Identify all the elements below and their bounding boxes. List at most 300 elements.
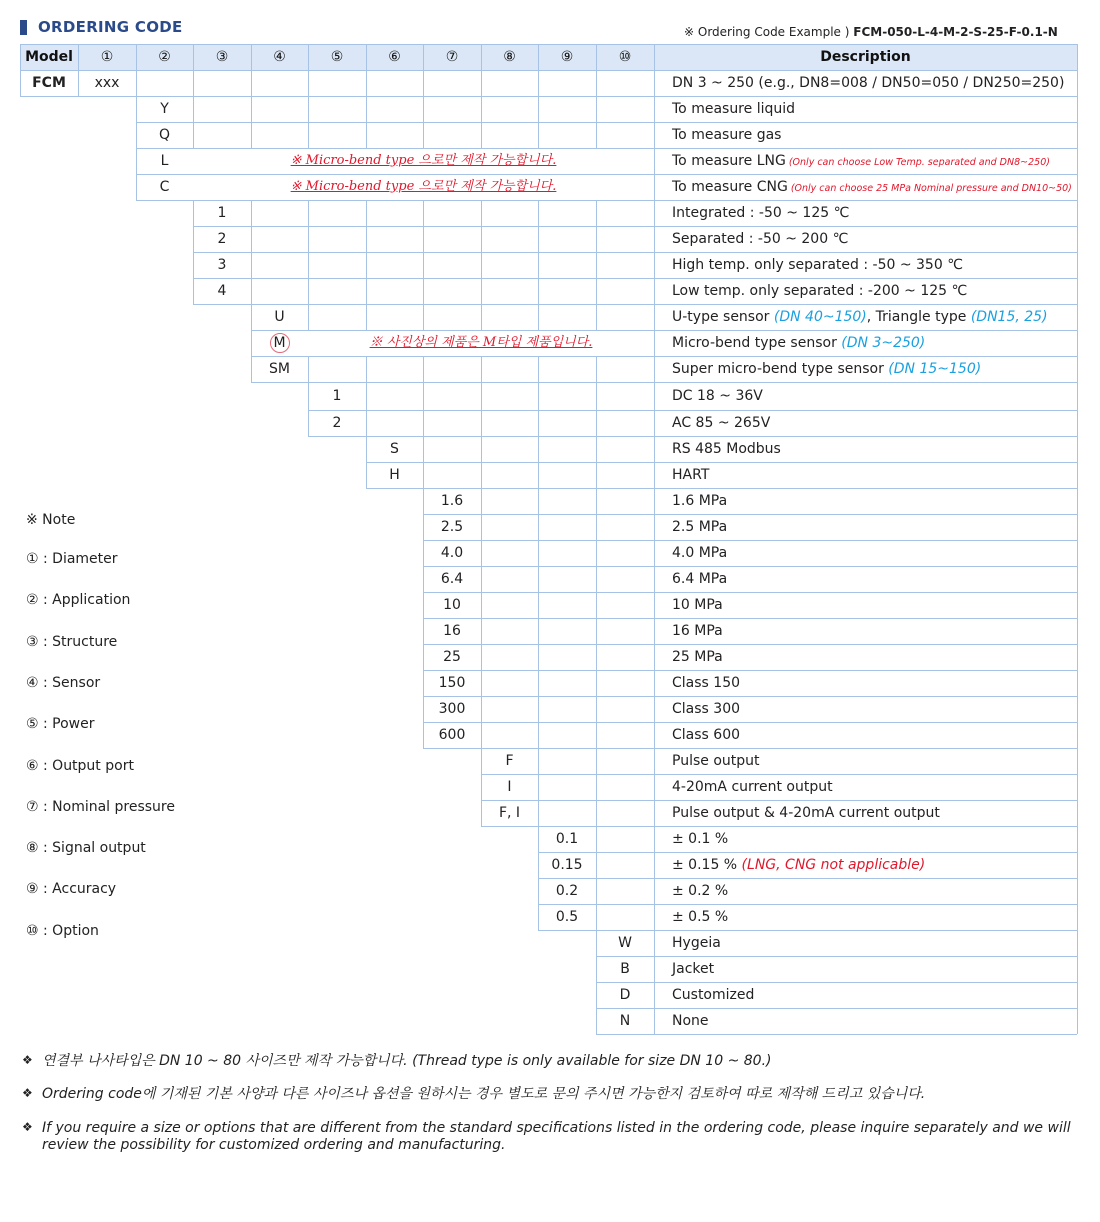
ordering-code-example: [684, 26, 1058, 38]
description-text: ± 0.5 %: [672, 909, 729, 925]
row-col-line: [1077, 696, 1078, 722]
header-col-1: ①: [100, 49, 114, 65]
description-text: 4-20mA current output: [672, 779, 833, 795]
section-marker: [20, 20, 27, 35]
row-description: [672, 442, 781, 456]
row-col-line: [654, 566, 655, 592]
row-col-line: [538, 696, 539, 722]
row-col-line: [308, 226, 309, 252]
row-col-line: [481, 122, 482, 148]
row-description: [672, 624, 723, 638]
row-code: 1.6: [440, 493, 464, 509]
note-item: ⑧ : Signal output: [26, 840, 146, 857]
row-code: Y: [160, 101, 169, 117]
row-code: 25: [443, 649, 461, 665]
row-col-line: [366, 304, 367, 330]
row-col-line: [481, 644, 482, 670]
row-col-line: [1077, 382, 1078, 410]
row-description: [672, 598, 723, 612]
row-line: [481, 800, 1077, 801]
row-col-line: [423, 356, 424, 382]
row-col-line: [1077, 174, 1078, 200]
description-text: 4.0 MPa: [672, 545, 728, 561]
row-col-line: [308, 356, 309, 382]
row-col-line: [654, 70, 655, 96]
row-col-line: [538, 252, 539, 278]
row-col-line: [251, 70, 252, 96]
row-col-line: [481, 252, 482, 278]
row-description: [672, 884, 728, 898]
row-col-line: [654, 488, 655, 514]
row-col-line: [1077, 800, 1078, 826]
row-code: L: [160, 153, 169, 169]
row-code: H: [389, 467, 400, 483]
row-note: ※ Micro-bend type 으로만 제작 가능합니다.: [290, 179, 557, 194]
header-col-line: [1077, 44, 1078, 70]
row-code: 2: [217, 231, 227, 247]
row-line: [423, 644, 1077, 645]
description-text: 10 MPa: [672, 597, 723, 613]
description-text: Low temp. only separated : -200 ~ 125 ℃: [672, 283, 968, 299]
row-line: [538, 904, 1077, 905]
note-item: ⑦ : Nominal pressure: [26, 798, 175, 815]
row-description: [672, 702, 740, 716]
row-description: [672, 389, 763, 403]
row-col-line: [1077, 670, 1078, 696]
row-code: 1: [217, 205, 227, 221]
row-col-line: [596, 774, 597, 800]
description-text: ± 0.1 %: [672, 831, 729, 847]
row-line: [20, 96, 1077, 97]
row-line: [423, 592, 1077, 593]
row-col-line: [423, 70, 424, 96]
row-col-line: [423, 122, 424, 148]
description-range: (DN 40~150): [769, 309, 867, 325]
note-item: ④ : Sensor: [26, 674, 101, 691]
row-description: [672, 780, 833, 794]
row-col-line: [308, 252, 309, 278]
description-text: DN 3 ~ 250 (e.g., DN8=008 / DN50=050 / DN250=250): [672, 75, 1065, 91]
row-line: [251, 356, 1077, 357]
row-col-line: [308, 96, 309, 122]
header-bottom-line: [20, 70, 1077, 71]
row-col-line: [1077, 852, 1078, 878]
row-col-line: [1077, 200, 1078, 226]
row-col-line: [596, 252, 597, 278]
row-description: [672, 832, 728, 846]
row-col-line: [423, 278, 424, 304]
row-col-line: [1077, 70, 1078, 96]
description-range: (DN 3~250): [836, 335, 926, 351]
footnote-bullet-icon: ❖: [22, 1120, 33, 1134]
row-line: [193, 304, 1077, 305]
row-description: [672, 546, 727, 560]
header-col-2: ②: [158, 49, 171, 65]
row-col-line: [538, 774, 539, 800]
row-line: [136, 200, 1077, 201]
row-col-line: [654, 930, 655, 956]
description-note-red: (LNG, CNG not applicable): [737, 857, 926, 873]
row-col-line: [538, 122, 539, 148]
row-code: 4.0: [440, 545, 464, 561]
row-col-line: [654, 826, 655, 852]
row-col-line: [538, 488, 539, 514]
row-col-line: [596, 462, 597, 488]
row-col-line: [1077, 462, 1078, 488]
row-col-line: [366, 70, 367, 96]
row-line: [596, 982, 1077, 983]
row-col-line: [481, 200, 482, 226]
row-col-line: [538, 722, 539, 748]
row-col-line: [654, 670, 655, 696]
header-col-7: ⑦: [445, 49, 459, 65]
description-text: HART: [672, 467, 710, 483]
row-description: [672, 154, 1050, 168]
row-col-line: [481, 514, 482, 540]
note-item: ⑨ : Accuracy: [26, 881, 117, 898]
row-note: ※ Micro-bend type 으로만 제작 가능합니다.: [290, 153, 557, 168]
row-line: [423, 670, 1077, 671]
footnote-text: If you require a size or options that are different from the standard specifications listed in the ordering code, please inquire separately and we will: [42, 1120, 1071, 1136]
row-col-line: [538, 436, 539, 462]
row-col-line: [481, 410, 482, 436]
row-col-line: [423, 226, 424, 252]
row-col-line: [538, 800, 539, 826]
footnote-bullet-icon: ❖: [22, 1053, 33, 1067]
description-text: To measure CNG: [672, 179, 788, 195]
row-col-line: [481, 436, 482, 462]
row-col-line: [654, 540, 655, 566]
description-note-red: (Only can choose 25 MPa Nominal pressure and DN10~50): [787, 183, 1072, 194]
row-code: 4: [217, 283, 227, 299]
row-col-line: [538, 96, 539, 122]
row-line: [423, 696, 1077, 697]
row-description: [672, 416, 770, 430]
row-line: [423, 748, 1077, 749]
header-col-3: ③: [215, 49, 229, 65]
row-col-line: [654, 904, 655, 930]
row-col-line: [251, 278, 252, 304]
note-item: ① : Diameter: [26, 551, 118, 567]
row-col-line: [481, 670, 482, 696]
header-col-8: ⑧: [503, 49, 516, 65]
note-title: ※ Note: [26, 512, 76, 528]
row-col-line: [654, 644, 655, 670]
row-col-line: [366, 356, 367, 382]
row-col-line: [538, 540, 539, 566]
row-line: [596, 1008, 1077, 1009]
row-description: [672, 76, 1064, 90]
description-text: 6.4 MPa: [672, 571, 728, 587]
row-code: S: [390, 441, 399, 457]
row-col-line: [251, 200, 252, 226]
row-col-line: [423, 436, 424, 462]
row-col-line: [1077, 436, 1078, 462]
description-text: Pulse output: [672, 753, 760, 769]
row-description: [672, 806, 940, 820]
row-line: [423, 540, 1077, 541]
row-col-line: [366, 200, 367, 226]
row-code: 0.5: [555, 909, 579, 925]
row-col-line: [538, 566, 539, 592]
row-col-line: [308, 304, 309, 330]
header-model: Model: [25, 49, 73, 65]
row-col-line: [654, 592, 655, 618]
row-col-line: [596, 852, 597, 878]
row-description: [672, 572, 727, 586]
row-col-line: [308, 122, 309, 148]
description-note-red: (Only can choose Low Temp. separated and DN8~250): [785, 157, 1050, 168]
section-title: ORDERING CODE: [38, 18, 183, 36]
row-col-line: [538, 410, 539, 436]
description-range: (DN 15~150): [883, 361, 982, 377]
row-col-line: [308, 70, 309, 96]
row-col-line: [423, 252, 424, 278]
row-line: [596, 1034, 1077, 1035]
row-col-line: [481, 70, 482, 96]
note-item: ② : Application: [26, 592, 131, 609]
row-col-line: [538, 592, 539, 618]
row-description: [672, 310, 1048, 324]
row-col-line: [596, 488, 597, 514]
row-col-line: [654, 748, 655, 774]
row-description: [672, 520, 727, 534]
row-col-line: [366, 410, 367, 436]
row-code: F: [505, 753, 514, 769]
row-col-line: [538, 70, 539, 96]
row-col-line: [538, 514, 539, 540]
row-col-line: [251, 226, 252, 252]
row-line: [481, 774, 1077, 775]
row-col-line: [251, 252, 252, 278]
row-col-line: [654, 774, 655, 800]
row-code: N: [619, 1013, 631, 1029]
row-col-line: [596, 514, 597, 540]
row-col-line: [1077, 330, 1078, 356]
row-line: [423, 566, 1077, 567]
row-col-line: [596, 826, 597, 852]
row-col-line: [251, 122, 252, 148]
row-line: [366, 488, 1077, 489]
description-text: Micro-bend type sensor: [672, 335, 837, 351]
row-description: [672, 206, 849, 220]
row-code: 10: [443, 597, 461, 613]
row-col-line: [654, 514, 655, 540]
row-col-line: [193, 70, 194, 96]
row-col-line: [481, 618, 482, 644]
row-code: 0.2: [555, 883, 579, 899]
row-col-line: [538, 382, 539, 410]
row-col-line: [481, 96, 482, 122]
description-text: To measure LNG: [672, 153, 786, 169]
header-col-10: ⑩: [618, 49, 632, 65]
row-col-line: [538, 748, 539, 774]
row-col-line: [596, 566, 597, 592]
row-col-line: [1077, 488, 1078, 514]
row-code: W: [618, 935, 632, 951]
row-line: [193, 252, 1077, 253]
row-code: D: [619, 987, 631, 1003]
row-col-line: [596, 748, 597, 774]
header-col-6: ⑥: [388, 49, 401, 65]
row-col-line: [1077, 304, 1078, 330]
row-col-line: [481, 382, 482, 410]
row-col-line: [538, 304, 539, 330]
row-col-line: [1077, 930, 1078, 956]
row-col-line: [654, 618, 655, 644]
row-description: [672, 676, 740, 690]
description-text: Customized: [672, 987, 755, 1003]
row-col-line: [423, 200, 424, 226]
note-item: ⑤ : Power: [26, 716, 95, 733]
row-col-line: [654, 278, 655, 304]
note-item: ③ : Structure: [26, 633, 118, 650]
row-col-line: [596, 644, 597, 670]
header-top-line: [20, 44, 1077, 45]
row-description: [672, 102, 795, 116]
row-col-line: [654, 800, 655, 826]
footnote-text: Ordering code에 기재된 기본 사양과 다른 사이즈나 옵션을 원하시는 경우 별도로 문의 주시면 가능한지 검토하여 따로 제작해 드리고 있습니다.: [42, 1086, 926, 1102]
row-col-line: [654, 878, 655, 904]
row-description: [672, 858, 925, 872]
row-col-line: [136, 70, 137, 96]
row-col-line: [654, 200, 655, 226]
row-col-line: [596, 878, 597, 904]
row-col-line: [654, 956, 655, 982]
row-col-line: [596, 410, 597, 436]
row-model-code: FCM: [32, 75, 66, 91]
description-text: ± 0.15 %: [672, 857, 738, 873]
row-code: I: [507, 779, 512, 795]
row-col-line: [481, 540, 482, 566]
row-col-line: [654, 696, 655, 722]
row-description: [672, 284, 967, 298]
row-col-line: [538, 200, 539, 226]
header-description: Description: [820, 49, 911, 65]
description-text: U-type sensor: [672, 309, 770, 325]
row-description: [672, 494, 727, 508]
row-col-line: [538, 356, 539, 382]
row-col-line: [538, 618, 539, 644]
row-description: [672, 754, 760, 768]
row-col-line: [596, 540, 597, 566]
row-col-line: [654, 1008, 655, 1034]
row-code: 1: [332, 388, 342, 404]
row-col-line: [1077, 748, 1078, 774]
row-code: SM: [269, 361, 290, 377]
description-text: DC 18 ~ 36V: [672, 388, 763, 404]
row-col-line: [538, 226, 539, 252]
description-text: AC 85 ~ 265V: [672, 415, 771, 431]
row-col-line: [481, 226, 482, 252]
row-line: [193, 278, 1077, 279]
row-col-line: [193, 122, 194, 148]
row-description: [672, 988, 754, 1002]
row-description: [672, 962, 714, 976]
row-description: [672, 468, 709, 482]
description-text: ± 0.2 %: [672, 883, 729, 899]
row-code: 600: [438, 727, 466, 743]
row-line: [423, 618, 1077, 619]
note-item: ⑥ : Output port: [26, 757, 134, 774]
row-col-line: [481, 592, 482, 618]
row-col-line: [1077, 278, 1078, 304]
row-description: [672, 936, 721, 950]
row-col-line: [423, 410, 424, 436]
example-code: FCM-050-L-4-M-2-S-25-F-0.1-N: [853, 25, 1058, 39]
description-text: 2.5 MPa: [672, 519, 728, 535]
row-code: 16: [443, 623, 461, 639]
row-col-line: [654, 410, 655, 436]
description-text-2: , Triangle type: [866, 309, 971, 325]
description-text: To measure gas: [672, 127, 782, 143]
row-col-line: [423, 462, 424, 488]
row-col-line: [596, 226, 597, 252]
row-description: [672, 258, 963, 272]
row-line: [251, 382, 1077, 383]
row-col-line: [596, 592, 597, 618]
row-col-line: [596, 356, 597, 382]
description-text: High temp. only separated : -50 ~ 350 ℃: [672, 257, 963, 273]
row-col-line: [654, 330, 655, 356]
row-col-line: [1077, 540, 1078, 566]
row-col-line: [308, 278, 309, 304]
row-col-line: [366, 122, 367, 148]
row-col-line: [596, 304, 597, 330]
description-text: Pulse output & 4-20mA current output: [672, 805, 940, 821]
row-col-line: [308, 200, 309, 226]
example-label: ※ Ordering Code Example ): [684, 25, 850, 39]
footnote-bullet-icon: ❖: [22, 1086, 33, 1100]
row-col-line: [1077, 410, 1078, 436]
row-code: U: [274, 309, 285, 325]
row-code: 3: [217, 257, 227, 273]
row-col-line: [654, 436, 655, 462]
row-col-line: [538, 670, 539, 696]
row-col-line: [596, 722, 597, 748]
description-text: Hygeia: [672, 935, 721, 951]
header-col-9: ⑨: [560, 49, 574, 65]
row-col-line: [654, 122, 655, 148]
row-col-line: [654, 226, 655, 252]
row-col-line: [654, 304, 655, 330]
row-col-line: [1077, 982, 1078, 1008]
row-col-line: [654, 722, 655, 748]
row-line: [193, 226, 1077, 227]
row-col-line: [481, 488, 482, 514]
row-col-line: [481, 722, 482, 748]
row-col-line: [654, 356, 655, 382]
row-col-line: [596, 96, 597, 122]
row-col-line: [1077, 1008, 1078, 1034]
row-col-line: [538, 644, 539, 670]
row-col-line: [1077, 96, 1078, 122]
row-col-line: [1077, 148, 1078, 174]
row-col-line: [1077, 644, 1078, 670]
row-line: [596, 956, 1077, 957]
row-col-line: [538, 278, 539, 304]
row-code: Q: [158, 127, 171, 143]
row-col-line: [251, 96, 252, 122]
row-col-line: [1077, 722, 1078, 748]
row-description: [672, 180, 1072, 194]
row-code: 6.4: [440, 571, 464, 587]
row-col-line: [1077, 592, 1078, 618]
row-col-line: [596, 436, 597, 462]
description-text: RS 485 Modbus: [672, 441, 781, 457]
row-col-line: [596, 696, 597, 722]
row-col-line: [1077, 514, 1078, 540]
